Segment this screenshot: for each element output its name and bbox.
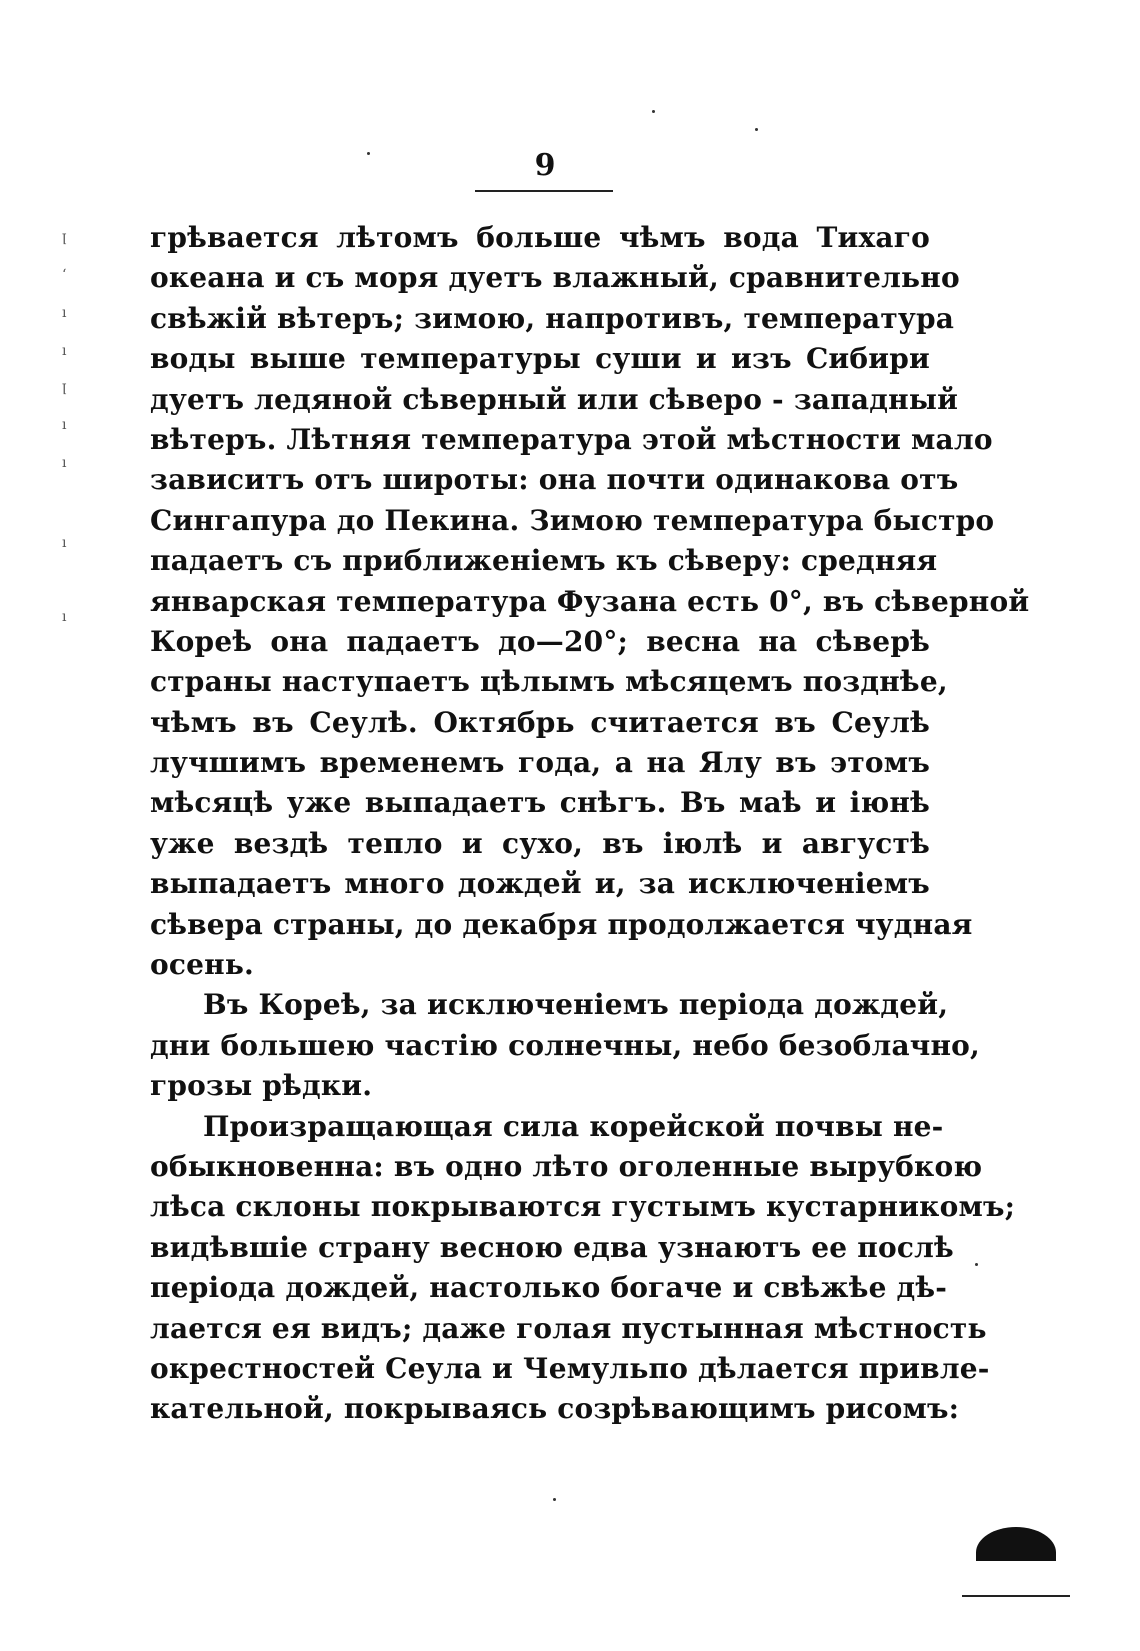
text-line: видѣвшіе страну весною едва узнаютъ ее послѣ [150,1230,954,1264]
text-line: чѣмъ въ Сеулѣ. Октябрь считается въ Сеулѣ [150,705,930,739]
scan-speck [367,152,370,155]
text-line: зависитъ отъ широты: она почти одинакова отъ [150,463,959,497]
text-line: осень. [150,948,254,982]
scan-speck [755,128,758,131]
text-line: вѣтеръ. Лѣтняя температура этой мѣстности мало [150,422,993,456]
margin-mark: ı [62,305,67,321]
text-line: лается ея видъ; даже голая пустынная мѣстность [150,1311,987,1345]
text-line: мѣсяцѣ уже выпадаетъ снѣгъ. Въ маѣ и іюнѣ [150,786,930,820]
text-line: Кореѣ она падаетъ до—20°; весна на сѣверѣ [150,624,930,658]
text-line: окрестностей Сеула и Чемульпо дѣлается привле- [150,1351,990,1385]
text-line: падаетъ съ приближеніемъ къ сѣверу: средняя [150,544,938,578]
text-line: воды выше температуры суши и изъ Сибири [150,342,930,376]
corner-ink-blot [976,1527,1056,1561]
text-line: дуетъ ледяной сѣверный или сѣверо - западный [150,382,959,416]
text-line: дни большею частію солнечны, небо безоблачно, [150,1028,981,1062]
margin-mark: ı [62,343,67,359]
text-line: грозы рѣдки. [150,1069,373,1103]
text-line: уже вездѣ тепло и сухо, въ іюлѣ и августѣ [150,826,930,860]
text-line: Произращающая сила корейской почвы не- [203,1109,944,1143]
text-line: Сингапура до Пекина. Зимою температура быстро [150,503,995,537]
margin-mark: ꞁ [62,379,67,395]
left-margin-marks [62,230,82,710]
text-line: океана и съ моря дуетъ влажный, сравнительно [150,261,960,295]
text-line: январская температура Фузана есть 0°, въ сѣверной [150,584,1030,618]
margin-mark: ʻ [62,267,67,283]
text-line: сѣвера страны, до декабря продолжается чудная [150,907,973,941]
text-line: кательной, покрываясь созрѣвающимъ рисомъ: [150,1392,960,1426]
corner-rule [962,1595,1070,1597]
margin-mark: ı [62,535,67,551]
text-line: лучшимъ временемъ года, а на Ялу въ этомъ [150,746,930,780]
text-line: свѣжій вѣтеръ; зимою, напротивъ, температура [150,301,955,335]
text-line: обыкновенна: въ одно лѣто оголенные вырубкою [150,1149,983,1183]
text-line: грѣвается лѣтомъ больше чѣмъ вода Тихаго [150,221,930,254]
margin-mark: ı [62,455,67,471]
text-line: Въ Кореѣ, за исключеніемъ періода дождей, [203,988,949,1022]
text-line: выпадаетъ много дождей и, за исключеніемъ [150,867,930,901]
text-line: страны наступаетъ цѣлымъ мѣсяцемъ позднѣе, [150,665,948,699]
text-line: лѣса склоны покрываются густымъ кустарникомъ; [150,1190,1016,1224]
page-number: 9 [534,148,556,183]
margin-mark: ꞁ [62,229,67,245]
margin-mark: ı [62,609,67,625]
margin-mark: ı [62,417,67,433]
body-text [150,218,1030,1430]
scan-speck [975,1263,978,1266]
text-line: періода дождей, настолько богаче и свѣжѣе дѣ- [150,1271,948,1305]
scan-speck [652,110,655,113]
page-number-rule [475,190,613,192]
scan-speck [553,1498,556,1501]
